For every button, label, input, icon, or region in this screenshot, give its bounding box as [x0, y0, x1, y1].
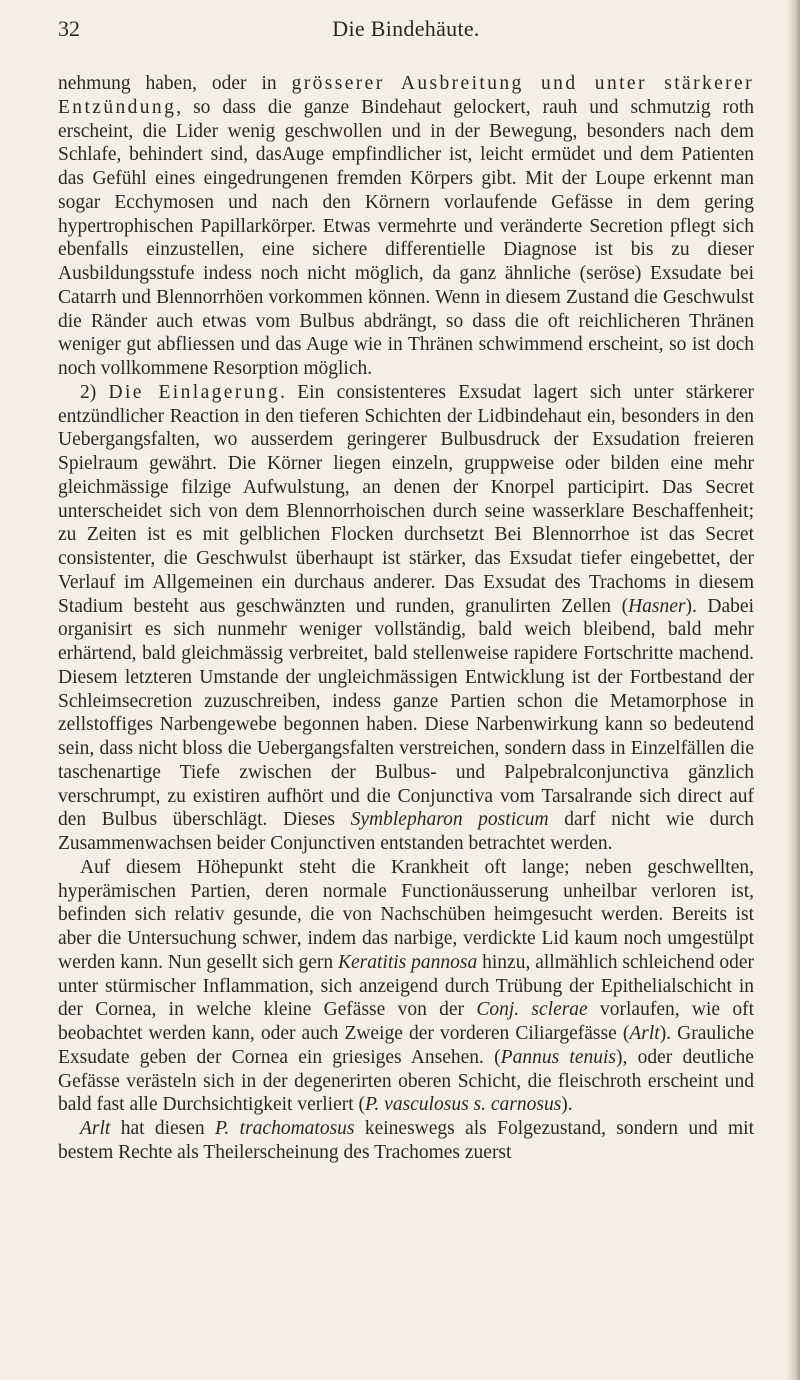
text-run: 2)	[80, 381, 109, 403]
spaced-emphasis: grösserer Ausbreitung und unter stärkerer Entzündung	[58, 73, 755, 118]
italic-term: Conj. sclerae	[476, 999, 588, 1021]
text-run: vorlaufen, wie oft beobachtet werden kann, oder auch Zweige der vorderen Ciliargefässe (	[58, 999, 754, 1044]
paragraph	[58, 381, 754, 856]
italic-term: Arlt	[80, 1118, 111, 1139]
text-run: hat diesen	[110, 1118, 216, 1139]
italic-term: Hasner	[628, 595, 686, 617]
text-run: Auf diesem Höhepunkt steht die Krankheit oft lange; neben geschwellten, hyperämischen Partien, deren normale Functionäusserung unheilbar verloren ist, befinden sich relativ gesunde, die von Nachschüben heimgesucht werden. Bereits ist aber die Untersuchung schwer, indem das narbige, verdickte Lid kaum noch umgestülpt werden kann. Nun gesellt sich gern	[58, 856, 754, 973]
italic-term: Symblepharon posticum	[350, 809, 549, 831]
page-number: 32	[58, 16, 80, 41]
running-head	[58, 16, 754, 42]
italic-term: P. trachomatosus	[215, 1118, 355, 1139]
text-run: . Ein consistenteres Exsudat lagert sich unter stärkerer entzündlicher Reaction in den tieferen Schichten der Lidbindehaut ein, besonders in den Uebergangsfalten, wo ausserdem geringerer Bulbusdruck der Exsudation freieren Spielraum gewährt. Die Körner liegen einzeln, gruppweise oder bilden eine mehr gleichmässige filzige Aufwulstung, an denen der Knorpel participirt. Das Secret unterscheidet sich von dem Blennorrhoischen durch seine wasserklare Beschaffenheit; zu Zeiten ist es mit gelblichen Flocken durchsetzt Bei Blennorrhoe ist das Secret consistenter, die Geschwulst überhaupt ist stärker, das Exsudat tiefer eingebettet, der Verlauf im Allgemeinen ein durchaus anderer. Das Exsudat des Trachoms in diesem Stadium besteht aus geschwänzten und runden, granulirten Zellen (	[58, 381, 754, 617]
paragraph	[58, 72, 754, 381]
spaced-emphasis: Die Einlagerung	[108, 381, 281, 403]
italic-term: Keratitis pannosa	[338, 951, 478, 973]
text-run: ). Dabei organisirt es sich nunmehr weniger vollständig, bald weich bleibend, bald mehr erhärtend, bald gleichmässig verbreitet, bald stellenweise rapidere Fortschritte machend. Diesem letzteren Umstande der ungleichmässigen Entwicklung ist der Fortbestand der Schleimsecretion zuzuschreiben, indess ganze Partien schon die Metamorphose in zellstoffiges Narbengewebe begonnen haben. Diese Narbenwirkung kann so bedeutend sein, dass nicht bloss die Uebergangsfalten verstreichen, sondern dass in Einzelfällen die taschenartige Tiefe zwischen der Bulbus- und Palpebralconjunctiva gänzlich verschrumpt, zu existiren aufhört und die Conjunctiva vom Tarsalrande sich direct auf den Bulbus überschlägt. Dieses	[58, 595, 754, 831]
italic-term: Arlt	[629, 1023, 660, 1044]
text-run: darf nicht wie durch Zusammenwachsen beider Conjunctiven entstanden betrachtet werden.	[58, 809, 754, 854]
paragraph	[58, 856, 754, 1117]
text-run: hinzu, allmählich schleichend oder unter stürmischer Inflammation, sich anzeigend durch Trübung der Epithelialschicht in der Cornea, in welche kleine Gefässe von der	[58, 951, 754, 1021]
running-title: Die Bindehäute.	[332, 16, 480, 41]
paragraph	[58, 1117, 754, 1165]
text-run: keineswegs als Folgezustand, sondern und mit bestem Rechte als Theilerscheinung des Trachomes zuerst	[58, 1118, 754, 1163]
italic-term: Pannus tenuis	[500, 1046, 616, 1068]
page-edge-shadow	[786, 0, 800, 1380]
text-run: , so dass die ganze Bindehaut gelockert, rauh und schmutzig roth erscheint, die Lider wenig geschwollen und in der Bewegung, besonders nach dem Schlafe, behindert sind, dasAuge empfindlicher ist, leicht ermüdet und dem Patienten das Gefühl eines eingedrungenen fremden Körpers gibt. Mit der Loupe erkennt man sogar Ecchymosen und nach den Körnern vorlaufende Gefässe in dem gering hypertrophischen Papillarkörper. Etwas vermehrte und veränderte Secretion pflegt sich ebenfalls einzustellen, eine sichere differentielle Diagnose ist bis zu dieser Ausbildungsstufe indess noch nicht möglich, da ganz ähnliche (seröse) Exsudate bei Catarrh und Blennorrhöen vorkommen können. Wenn in diesem Zustand die Geschwulst die Ränder auch etwas vom Bulbus abdrängt, so dass die oft reichlicheren Thränen weniger gut abfliessen und das Auge wie in Thränen schwimmend erscheint, so ist doch noch vollkommene Resorption möglich.	[58, 96, 754, 379]
text-run: ), oder deutliche Gefässe verästeln sich in der degenerirten oberen Schicht, die fleischroth erscheint und bald fast alle Durchsichtigkeit verliert (	[58, 1046, 754, 1116]
text-run: ). Grauliche Exsudate geben der Cornea ein griesiges Ansehen. (	[58, 1023, 755, 1068]
text-run: ).	[561, 1094, 573, 1116]
italic-term: P. vasculosus s. carnosus	[365, 1094, 562, 1116]
body-text	[58, 72, 754, 1165]
text-run: nehmung haben, oder in	[58, 73, 292, 94]
